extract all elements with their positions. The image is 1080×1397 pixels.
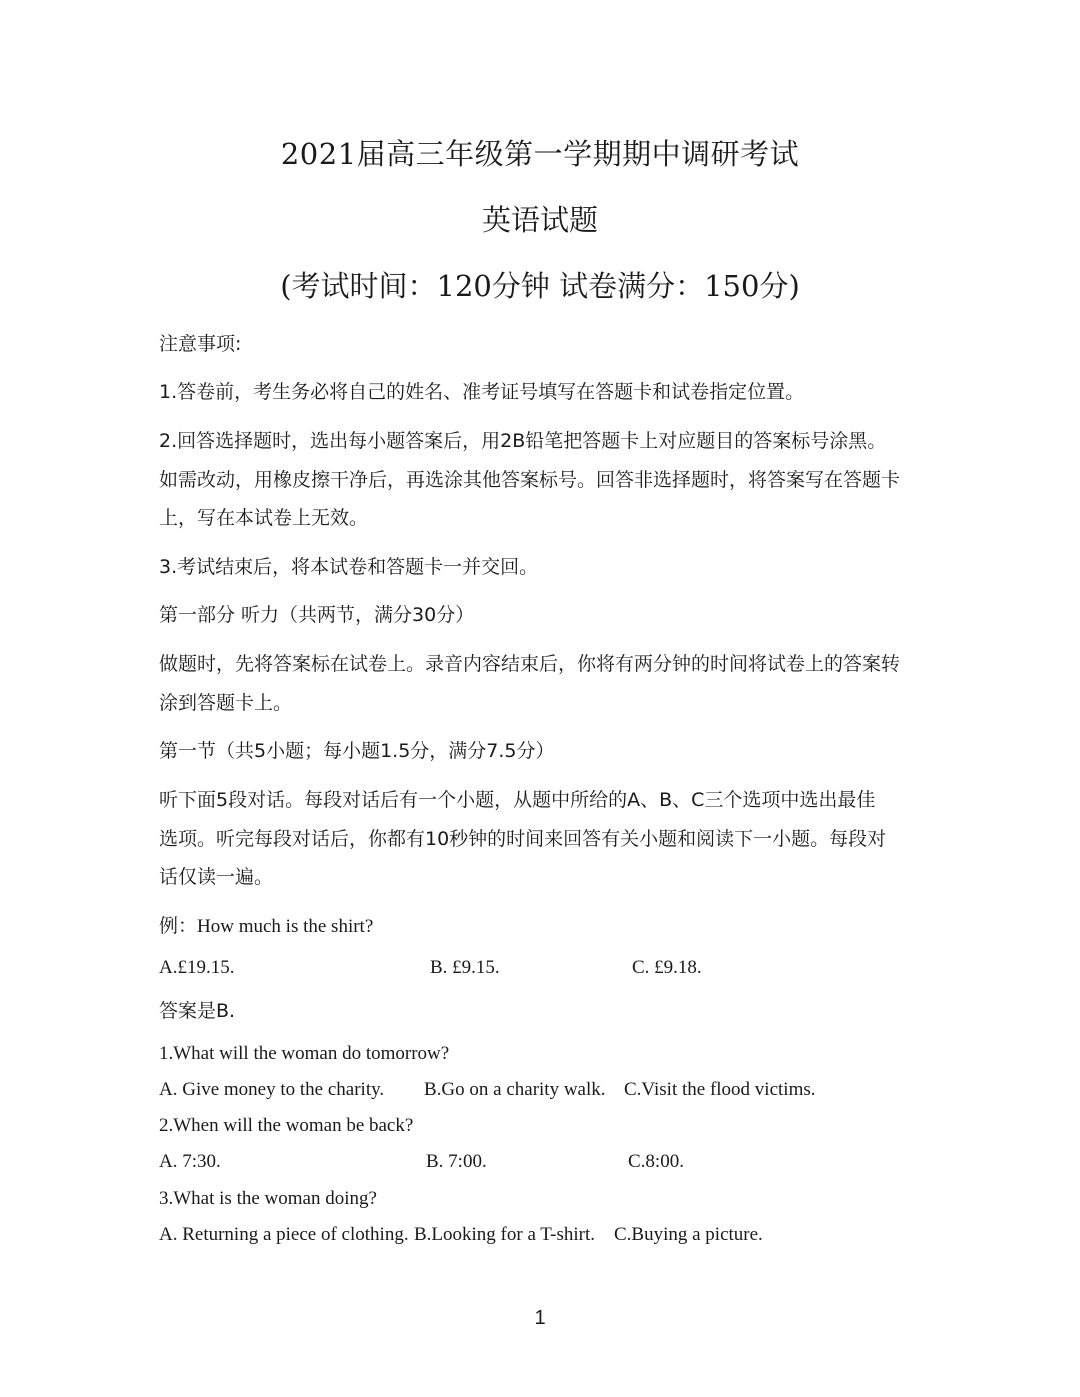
section1-instructions-line-1: 听下面5段对话。每段对话后有一个小题，从题中所给的A、B、C三个选项中选出最佳 [159,789,876,811]
section1-instructions-line-2: 选项。听完每段对话后，你都有10秒钟的时间来回答有关小题和阅读下一小题。每段对 [159,828,887,850]
note-item-1: 1.答卷前，考生务必将自己的姓名、准考证号填写在答题卡和试卷指定位置。 [159,381,805,403]
note-item-3: 3.考试结束后，将本试卷和答题卡一并交回。 [159,556,539,578]
question-2-option-a: A. 7:30. [159,1151,221,1172]
example-label: 例： [159,915,198,937]
question-2-option-c: C.8:00. [628,1151,684,1172]
example-answer: 答案是B. [159,1000,236,1022]
question-3-option-a: A. Returning a piece of clothing. [159,1224,409,1245]
question-1-option-b: B.Go on a charity walk. [424,1079,606,1100]
exam-info: (考试时间：120分钟 试卷满分：150分) [280,269,800,303]
question-2: 2.When will the woman be back? [159,1115,414,1136]
section1-heading: 第一节（共5小题；每小题1.5分，满分7.5分） [159,740,555,762]
example-option-a: A.£19.15. [159,957,235,978]
question-3: 3.What is the woman doing? [159,1188,377,1209]
example-question-text: How much is the shirt? [197,916,374,937]
example-question [159,912,373,941]
page-number: 1 [534,1307,546,1329]
section1-instructions-line-3: 话仅读一遍。 [159,866,274,888]
question-3-option-b: B.Looking for a T-shirt. [414,1224,596,1245]
question-3-option-c: C.Buying a picture. [614,1224,763,1245]
notes-heading: 注意事项: [159,333,242,355]
part1-instructions-line-2: 涂到答题卡上。 [159,692,293,714]
question-1-option-a: A. Give money to the charity. [159,1079,385,1100]
subject-title: 英语试题 [481,203,598,237]
note-item-2-line-1: 2.回答选择题时，选出每小题答案后，用2B铅笔把答题卡上对应题目的答案标号涂黑。 [159,430,887,452]
note-item-2-line-3: 上，写在本试卷上无效。 [159,507,369,529]
exam-title: 2021届高三年级第一学期期中调研考试 [280,137,800,171]
part1-heading: 第一部分 听力（共两节，满分30分） [159,604,475,626]
example-option-c: C. £9.18. [632,957,702,978]
question-1: 1.What will the woman do tomorrow? [159,1043,450,1064]
question-2-option-b: B. 7:00. [426,1151,487,1172]
note-item-2-line-2: 如需改动，用橡皮擦干净后，再选涂其他答案标号。回答非选择题时，将答案写在答题卡 [159,469,901,491]
example-option-b: B. £9.15. [430,957,500,978]
question-1-option-c: C.Visit the flood victims. [624,1079,816,1100]
part1-instructions-line-1: 做题时，先将答案标在试卷上。录音内容结束后，你将有两分钟的时间将试卷上的答案转 [159,653,901,675]
